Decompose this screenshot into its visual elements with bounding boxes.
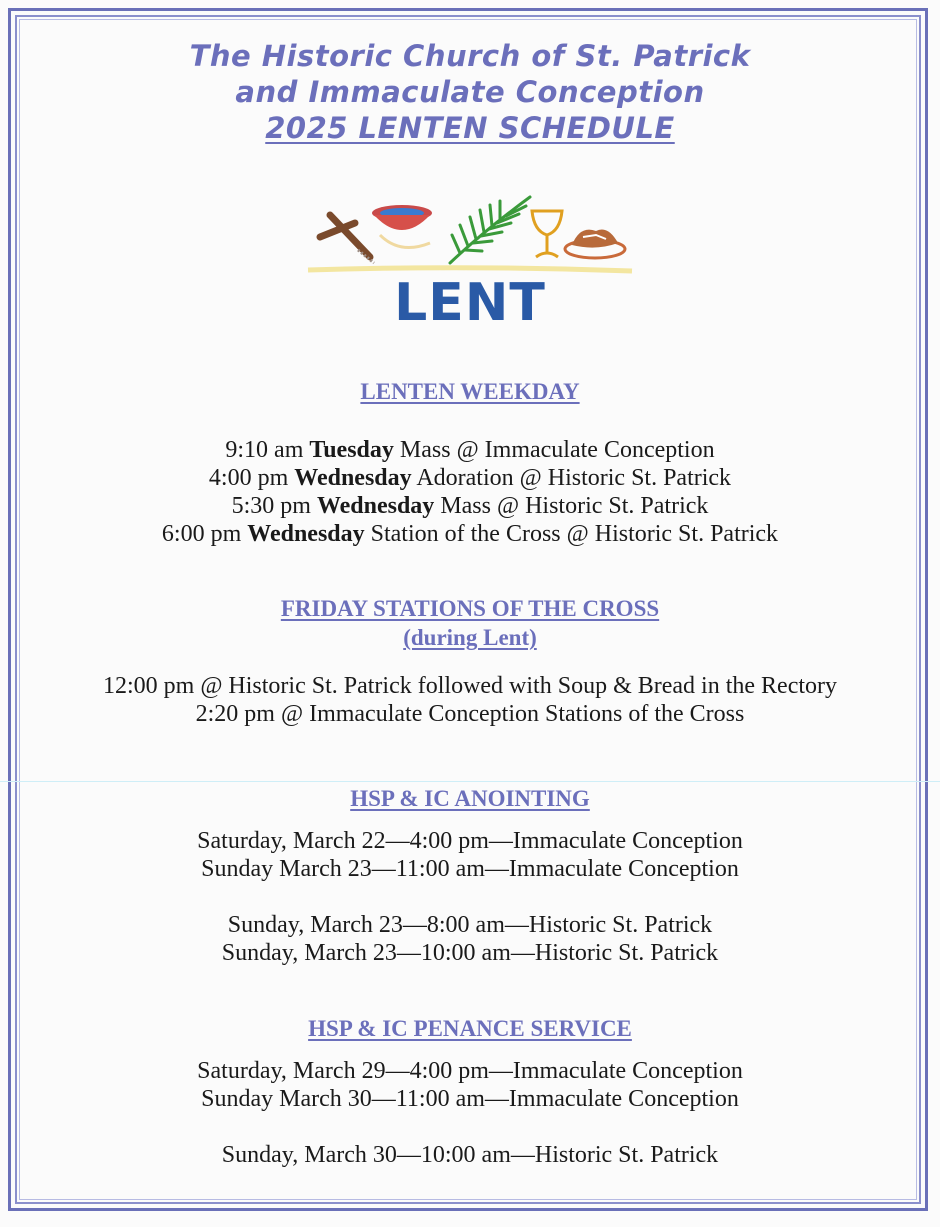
penance-item: Saturday, March 29—4:00 pm—Immaculate Conception: [197, 1058, 743, 1084]
friday-subheading: (during Lent): [403, 625, 537, 650]
penance-item: Sunday, March 30—10:00 am—Historic St. Patrick: [221, 1142, 719, 1168]
title-line-2: and Immaculate Conception: [235, 75, 705, 109]
section-penance: [0, 1014, 940, 1169]
chalice-icon: [532, 211, 562, 257]
section-friday: [0, 594, 940, 728]
anointing-item: Saturday, March 22—4:00 pm—Immaculate Conception: [197, 828, 743, 854]
anointing-item: Sunday March 23—11:00 am—Immaculate Conception: [201, 856, 739, 882]
title-line-1: The Historic Church of St. Patrick: [189, 39, 751, 73]
bread-icon: [565, 230, 625, 259]
penance-item: Sunday March 30—11:00 am—Immaculate Conception: [201, 1086, 739, 1112]
title-line-3: 2025 LENTEN SCHEDULE: [265, 111, 675, 145]
anointing-item: Sunday, March 23—8:00 am—Historic St. Patrick: [227, 912, 713, 938]
logo-word: LENT: [394, 273, 546, 333]
penance-heading: HSP & IC PENANCE SERVICE: [308, 1016, 632, 1041]
bowl-icon: [372, 205, 432, 248]
page-title: [0, 38, 940, 146]
anointing-heading: HSP & IC ANOINTING: [350, 786, 590, 811]
weekday-item: 5:30 pm Wednesday Mass @ Historic St. Patrick: [231, 493, 709, 519]
cross-icon: [320, 215, 374, 263]
friday-heading: FRIDAY STATIONS OF THE CROSS: [280, 596, 660, 621]
friday-item: 12:00 pm @ Historic St. Patrick followed with Soup & Bread in the Rectory: [102, 673, 837, 699]
weekday-item: 4:00 pm Wednesday Adoration @ Historic St. Patrick: [208, 465, 732, 491]
fold-line: [0, 781, 940, 782]
section-weekday: [0, 377, 940, 548]
weekday-item: 9:10 am Tuesday Mass @ Immaculate Conception: [225, 437, 715, 463]
weekday-item: 6:00 pm Wednesday Station of the Cross @ Historic St. Patrick: [161, 521, 779, 547]
logo-base-line: [308, 268, 632, 271]
friday-item: 2:20 pm @ Immaculate Conception Stations of the Cross: [195, 701, 745, 727]
weekday-heading: LENTEN WEEKDAY: [360, 379, 580, 404]
anointing-item: Sunday, March 23—10:00 am—Historic St. Patrick: [221, 940, 719, 966]
section-anointing: [0, 784, 940, 967]
palm-branch-icon: [450, 197, 530, 263]
